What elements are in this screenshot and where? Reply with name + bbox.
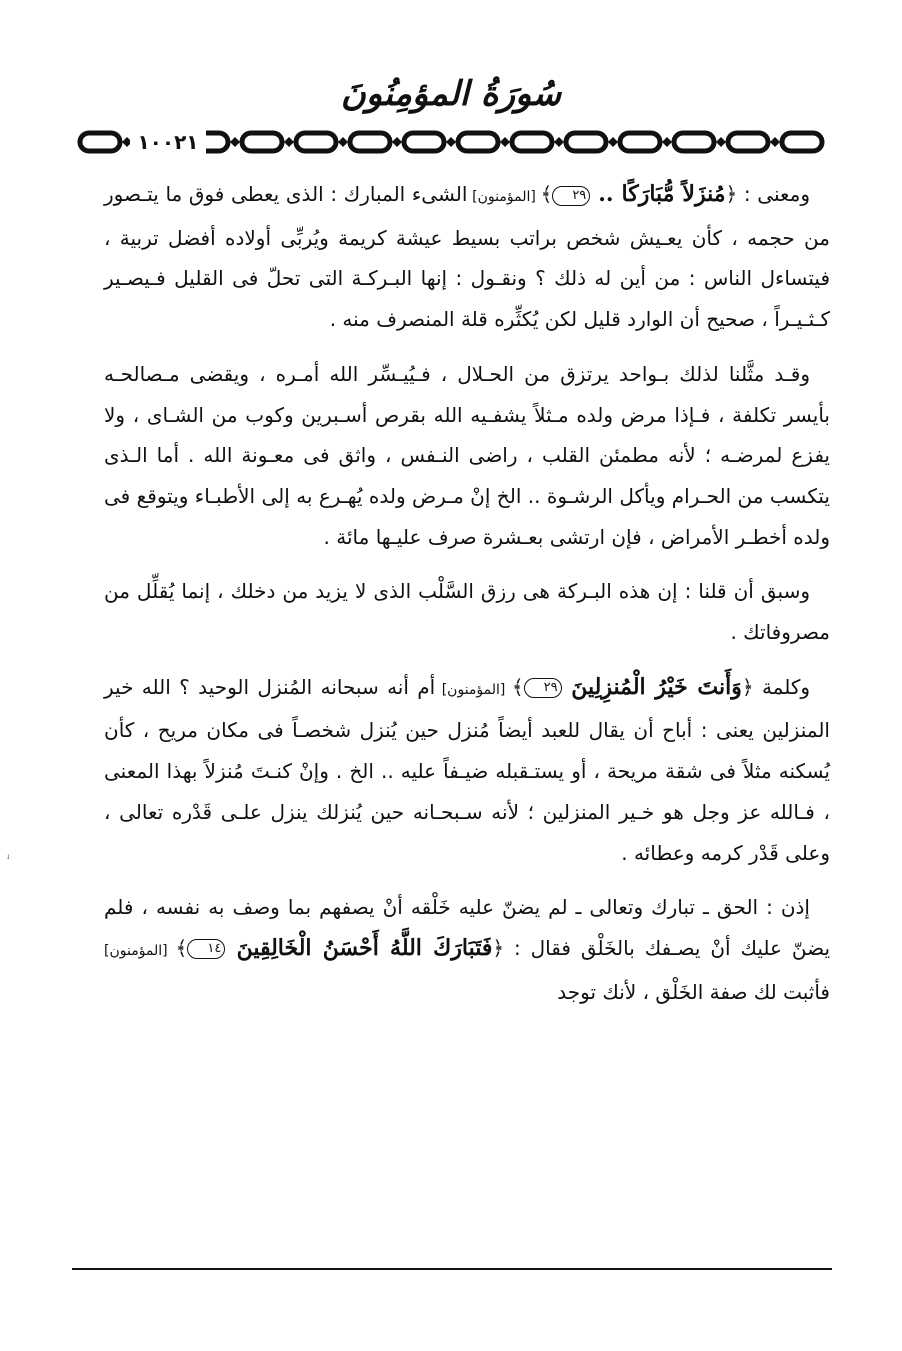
surah-reference: [المؤمنون]: [467, 189, 541, 205]
quran-bracket: ﴾: [540, 182, 553, 206]
surah-reference: [المؤمنون]: [435, 681, 512, 698]
chain-diamond: [284, 137, 294, 147]
chain-diamond: [338, 137, 348, 147]
quran-bracket: ﴿: [725, 182, 738, 206]
page-body: [104, 174, 830, 1026]
quran-bracket: ﴿: [492, 935, 505, 960]
chain-diamond: [770, 137, 780, 147]
chain-diamond: [554, 137, 564, 147]
body-text: الشىء المبارك : الذى يعطى فوق ما يتـصور من حجمه ، كأن يعـيش شخص براتب بسيط عيشة كريمة ويُربِّى أولاده أفضل تربية ، فيتساءل الناس : من أين له ذلك ؟ ونقـول : إنها البـركـة التى تحلّ فى القليل فـيصـير كـثـيـراً ، صحيح أن الوارد قليل لكن يُكثِّره قلة المنصرف منه .: [104, 182, 830, 332]
quran-bracket: ﴿: [741, 674, 754, 699]
quran-verse: مُنزَلاً مُّبَارَكًا ..: [590, 181, 726, 207]
chain-diamond: [230, 137, 240, 147]
chain-link: [728, 133, 768, 151]
chain-link: [512, 133, 552, 151]
paragraph: [104, 354, 830, 558]
chain-diamond: [392, 137, 402, 147]
footer-rule: [72, 1268, 832, 1270]
body-text: وسبق أن قلنا : إن هذه البـركة هى رزق السَّلْب الذى لا يزيد من دخلك ، إنما يُقلِّل من مصروفاتك .: [104, 579, 830, 645]
paragraph: [104, 174, 830, 340]
quran-bracket: ﴾: [511, 674, 524, 699]
body-text: ومعنى :: [737, 182, 810, 206]
surah-title: سُورَةُ المؤمِنُونَ: [340, 74, 562, 114]
chain-link: [674, 133, 714, 151]
page-number: ١٠٠٢١: [130, 127, 206, 157]
chain-link: [566, 133, 606, 151]
chain-diamond: [662, 137, 672, 147]
chain-diamond: [500, 137, 510, 147]
paragraph: [104, 667, 830, 874]
body-text: إذن : الحق ـ تبارك وتعالى ـ لم يضنّ عليه خَلْقه أنْ يصفهم بما وصف به نفسه ، فلم يضنّ عليك أنْ يصـفك بالخَلْق فقال :: [104, 895, 831, 960]
chain-link: [242, 133, 282, 151]
chain-link: [296, 133, 336, 151]
body-text: وقـد مثَّلنا لذلك بـواحد يرتزق من الحـلال ، فـيُيـسِّر الله أمـره ، ويقضى مـصالحـه بأيسر تكلفة ، فـإذا مرض ولده مـثلاً يشفـيه الله بقرص أسـبرين وكوب من الشـاى ، ولا يفزع لمرضـه ؛ لأنه مطمئن القلب ، راضى النـفس ، واثق فى معـونة الله . أما الـذى يتكسب من الحـرام ويأكل الرشـوة .. الخ إنْ مـرض ولده يُهـرع به إلى الأطبـاء ويتوقع فى ولده أخطـر الأمراض ، فإن ارتشى بعـشرة صرف عليـها مائة .: [104, 361, 830, 549]
quran-verse: وَأَنتَ خَيْرُ الْمُنزِلِينَ: [561, 673, 742, 700]
ayah-number-badge: ١٤: [187, 939, 225, 959]
ayah-number-badge: ٢٩: [552, 186, 590, 206]
chain-link: [458, 133, 498, 151]
scan-speck: ꜜ: [6, 852, 11, 866]
paragraph: [104, 887, 830, 1012]
chain-diamond: [608, 137, 618, 147]
chain-link: [80, 133, 120, 151]
chain-link: [404, 133, 444, 151]
quran-bracket: ﴾: [175, 935, 188, 960]
body-text: فأثبت لك صفة الخَلْق ، لأنك توجد: [557, 979, 830, 1004]
chain-link: [350, 133, 390, 151]
surah-reference: [المؤمنون]: [104, 942, 176, 959]
chain-link: [620, 133, 660, 151]
ayah-number-badge: ٢٩: [524, 678, 562, 698]
chain-diamond: [716, 137, 726, 147]
chain-link: [782, 133, 822, 151]
chain-diamond: [446, 137, 456, 147]
paragraph: [104, 571, 830, 652]
quran-verse: فَتَبَارَكَ اللَّهُ أَحْسَنُ الْخَالِقِينَ: [225, 934, 493, 961]
body-text: وكلمة: [753, 674, 811, 699]
body-text: أم أنه سبحانه المُنزل الوحيد ؟ الله خير المنزلين يعنى : أباح أن يقال للعبد أيضاً مُنزل حين يُنزل شخصـاً فى مكان مريح ، كأن يُسكنه مثلاً فى شقة مريحة ، أو يستـقبله ضيـفاً عليه .. الخ . وإنْ كنـتَ مُنزلاً بهذا المعنى ، فـالله عز وجل هو خـير المنزلين ؛ لأنه سـبحـانه حين يُنزلك ينزل علـى قَدْره تعالى ، وعلى قَدْر كرمه وعطائه .: [104, 674, 830, 865]
